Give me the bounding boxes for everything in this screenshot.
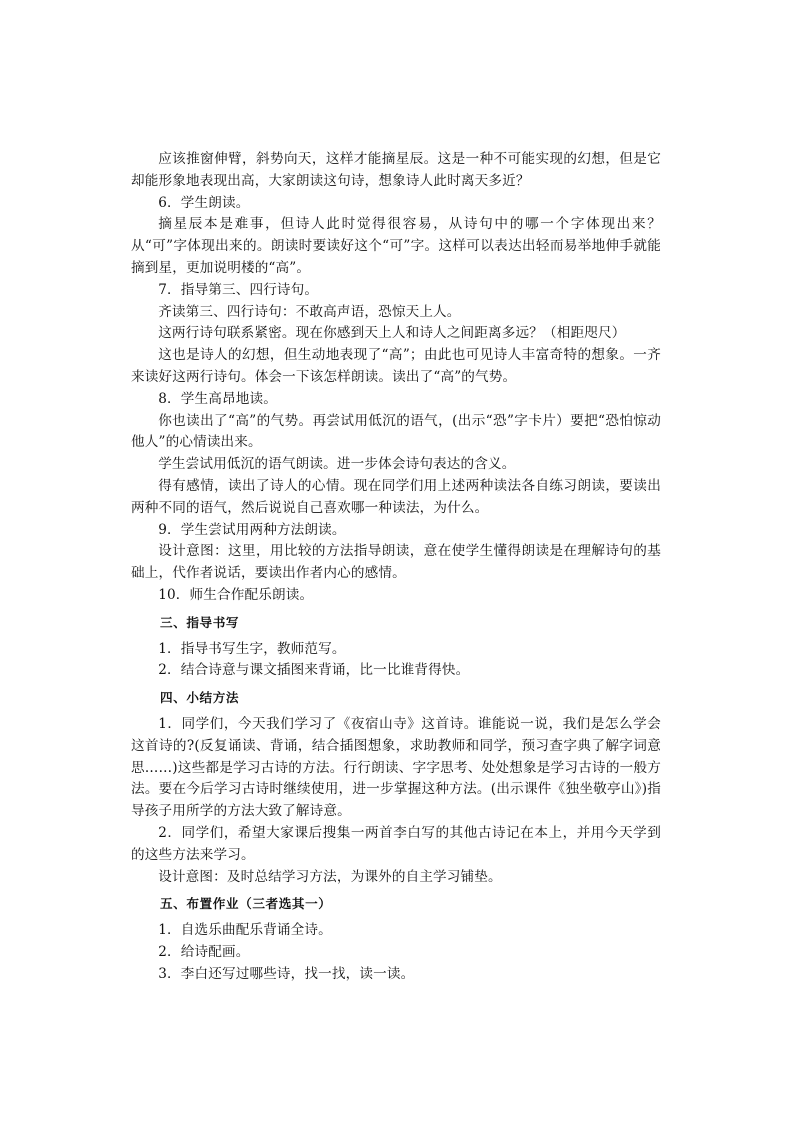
paragraph: 学生尝试用低沉的语气朗读。进一步体会诗句表达的含义。 xyxy=(158,456,516,473)
list-item: 1．指导书写生字，教师范写。 xyxy=(158,640,346,657)
list-item: 6．学生朗读。 xyxy=(158,194,250,211)
paragraph: 应该推窗伸臂，斜势向天，这样才能摘星辰。这是一种不可能实现的幻想，但是它却能形象地表现出高，大家朗读这句诗，想象诗人此时离天多近？ xyxy=(131,151,661,189)
paragraph: 这也是诗人的幻想，但生动地表现了“高”；由此也可见诗人丰富奇特的想象。一齐来读好这两行诗句。体会一下该怎样朗读。读出了“高”的气势。 xyxy=(131,347,661,385)
list-item: 10．师生合作配乐朗读。 xyxy=(158,586,314,603)
list-item: 1．自选乐曲配乐背诵全诗。 xyxy=(158,922,332,939)
paragraph: 得有感情，读出了诗人的心情。现在同学们用上述两种读法各自练习朗读，要读出两种不同的语气，然后说说自己喜欢哪一种读法，为什么。 xyxy=(131,477,661,516)
design-intent-paragraph: 设计意图：这里，用比较的方法指导朗读，意在使学生懂得朗读是在理解诗句的基础上，代作者说话，要读出作者内心的感情。 xyxy=(131,543,661,582)
list-item: 1．同学们，今天我们学习了《夜宿山寺》这首诗。谁能说一说，我们是怎么学会这首诗的?(反复诵读、背诵，结合插图想象，求助教师和同学，预习查字典了解字词意思……)这些都是学习古诗的方法。行行朗读、字字思考、处处想象是学习古诗的一般方法。要在今后学习古诗时继续使用，进一步掌握这种方法。(出示课件《独坐敬亭山》)指导孩子用所学的方法大致了解诗意。 xyxy=(131,715,661,820)
list-item: 2．结合诗意与课文插图来背诵，比一比谁背得快。 xyxy=(158,662,470,679)
document-body xyxy=(131,149,661,985)
paragraph: 齐读第三、四行诗句：不敢高声语，恐惊天上人。 xyxy=(158,303,461,320)
section-heading: 四、小结方法 xyxy=(159,690,240,706)
list-item: 2．给诗配画。 xyxy=(158,943,250,960)
list-item: 3．李白还写过哪些诗，找一找，读一读。 xyxy=(158,965,415,982)
paragraph: 你也读出了“高”的气势。再尝试用低沉的语气，(出示“恐”字卡片）要把“恐怕惊动他人”的心情读出来。 xyxy=(131,412,661,451)
list-item: 7．指导第三、四行诗句。 xyxy=(158,281,319,298)
paragraph: 这两行诗句联系紧密。现在你感到天上人和诗人之间距离多远？（相距咫尺） xyxy=(158,325,626,342)
list-item: 2．同学们，希望大家课后搜集一两首李白写的其他古诗记在本上，并用今天学到的这些方法来学习。 xyxy=(131,824,661,863)
list-item: 9．学生尝试用两种方法朗读。 xyxy=(158,521,346,538)
list-item: 8．学生高昂地读。 xyxy=(158,390,277,407)
section-heading: 五、布置作业（三者选其一） xyxy=(159,896,332,912)
paragraph: 摘星辰本是难事，但诗人此时觉得很容易，从诗句中的哪一个字体现出来？从“可”字体现出来的。朗读时要读好这个“可”字。这样可以表达出轻而易举地伸手就能摘到星，更加说明楼的“高”。 xyxy=(131,216,661,276)
section-heading: 三、指导书写 xyxy=(159,614,240,630)
design-intent-paragraph: 设计意图：及时总结学习方法，为课外的自主学习铺垫。 xyxy=(158,868,502,885)
